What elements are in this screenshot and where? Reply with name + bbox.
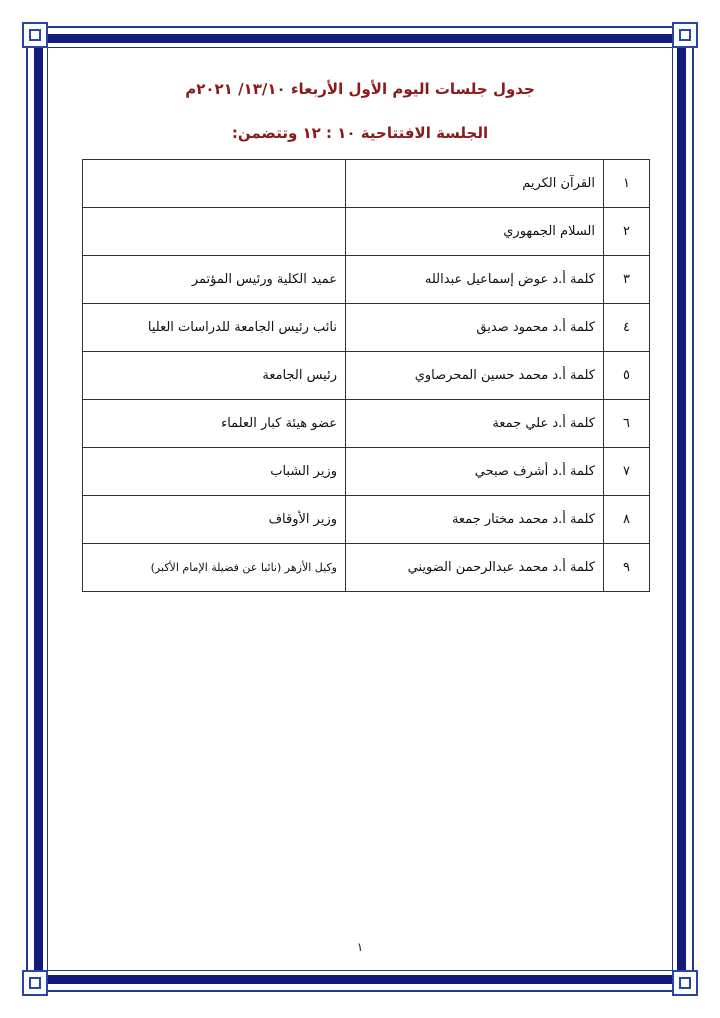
speaker-cell: القرآن الكريم [346,160,604,208]
speaker-cell: كلمة أ.د محمد عبدالرحمن الضويني [346,544,604,592]
corner-ornament [672,970,698,996]
role-cell: رئيس الجامعة [83,352,346,400]
table-row [83,160,650,208]
table-row [83,448,650,496]
speaker-cell: كلمة أ.د عوض إسماعيل عبدالله [346,256,604,304]
row-number: ٤ [604,304,650,352]
row-number: ٢ [604,208,650,256]
schedule-table [82,159,650,592]
role-cell: عضو هيئة كبار العلماء [83,400,346,448]
table-row [83,208,650,256]
corner-ornament [22,970,48,996]
row-number: ١ [604,160,650,208]
speaker-cell: كلمة أ.د أشرف صبحي [346,448,604,496]
row-number: ٧ [604,448,650,496]
document-title: جدول جلسات اليوم الأول الأربعاء ١٣/١٠/ ٢٠٢١م [185,80,535,98]
table-row [83,352,650,400]
role-cell: نائب رئيس الجامعة للدراسات العليا [83,304,346,352]
corner-ornament [672,22,698,48]
table-row [83,400,650,448]
row-number: ٦ [604,400,650,448]
row-number: ٩ [604,544,650,592]
table-row [83,496,650,544]
role-cell: عميد الكلية ورئيس المؤتمر [83,256,346,304]
table-row [83,304,650,352]
row-number: ٨ [604,496,650,544]
table-row [83,544,650,592]
role-cell [83,208,346,256]
speaker-cell: كلمة أ.د محمد حسين المحرصاوي [346,352,604,400]
role-cell: وزير الشباب [83,448,346,496]
row-number: ٥ [604,352,650,400]
speaker-cell: كلمة أ.د محمود صديق [346,304,604,352]
session-subtitle: الجلسة الافتتاحية ١٠ : ١٢ وتتضمن: [231,124,489,142]
corner-ornament [22,22,48,48]
row-number: ٣ [604,256,650,304]
role-cell: وزير الأوقاف [83,496,346,544]
speaker-cell: السلام الجمهوري [346,208,604,256]
page-number: ١ [356,940,364,954]
table-row [83,256,650,304]
speaker-cell: كلمة أ.د علي جمعة [346,400,604,448]
speaker-cell: كلمة أ.د محمد مختار جمعة [346,496,604,544]
role-cell: وكيل الأزهر (نائبا عن فضيلة الإمام الأكبر) [83,544,346,592]
role-cell [83,160,346,208]
